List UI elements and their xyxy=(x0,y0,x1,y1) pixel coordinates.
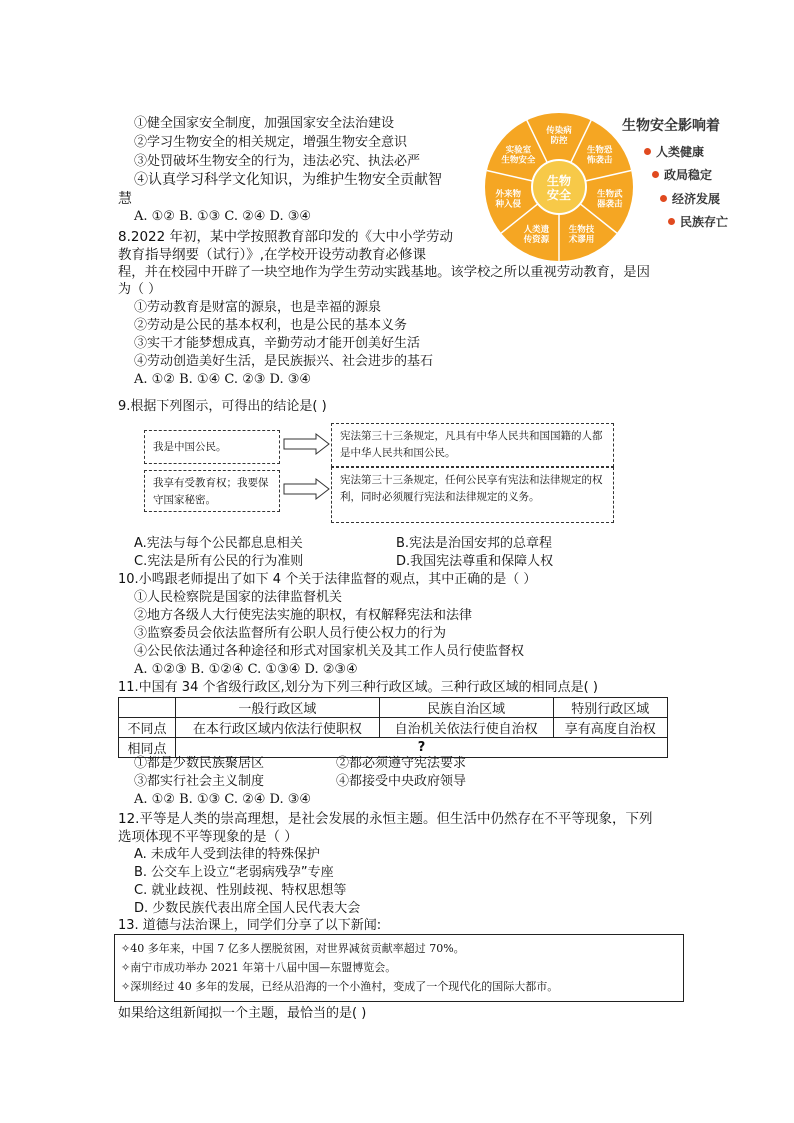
arrow-right-icon xyxy=(282,477,332,501)
q7-answers: A. ①② B. ①③ C. ②④ D. ③④ xyxy=(134,209,312,224)
q8-answers: A. ①② B. ①④ C. ②③ D. ③④ xyxy=(134,372,312,387)
q11-answers: A. ①② B. ①③ C. ②④ D. ③④ xyxy=(134,792,312,807)
q11-option-1: ①都是少数民族聚居区 xyxy=(134,756,265,771)
legend-item-2: 政局稳定 xyxy=(652,166,712,183)
wheel-segment-label: 生物技术谬用 xyxy=(568,224,595,245)
q10-option-3: ③监察委员会依法监督所有公职人员行使公权力的行为 xyxy=(134,626,447,641)
q7-option-2: ②学习生物安全的相关规定，增强生物安全意识 xyxy=(134,135,408,150)
q10-stem: 10.小鸣跟老师提出了如下 4 个关于法律监督的观点，其中正确的是（ ） xyxy=(118,572,537,587)
wheel-segment-label: 传染病防控 xyxy=(546,126,572,146)
q12-option-a: A. 未成年人受到法律的特殊保护 xyxy=(134,847,320,862)
table-cell: 享有高度自治权 xyxy=(553,718,667,738)
q10-answers: A. ①②③ B. ①②④ C. ①③④ D. ②③④ xyxy=(134,662,358,677)
legend-item-1: 人类健康 xyxy=(644,143,704,160)
q11-option-2: ②都必须遵守宪法要求 xyxy=(336,756,467,771)
news-item: ✧南宁市成功举办 2021 年第十八届中国—东盟博览会。 xyxy=(121,961,397,974)
q8-stem-1: 8.2022 年初，某中学按照教育部印发的《大中小学劳动 xyxy=(118,229,454,245)
news-item: ✧40 多年来，中国 7 亿多人摆脱贫困，对世界减贫贡献率超过 70%。 xyxy=(121,942,465,955)
q11-option-4: ④都接受中央政府领导 xyxy=(336,774,467,789)
q9-right-box-2: 宪法第三十三条规定，任何公民享有宪法和法律规定的权利，同时必须履行宪法和法律规定的义务。 xyxy=(331,467,614,523)
q9-option-b: B.宪法是治国安邦的总章程 xyxy=(396,536,553,551)
table-header-cell: 特别行政区域 xyxy=(553,698,667,718)
wheel-segment-label: 外来物种入侵 xyxy=(495,189,522,210)
table-header-cell: 一般行政区域 xyxy=(176,698,380,718)
q13-stem: 13. 道德与法治课上，同学们分享了以下新闻: xyxy=(118,918,382,933)
q13-tail: 如果给这组新闻拟一个主题，最恰当的是( ) xyxy=(118,1006,367,1021)
q11-option-3: ③都实行社会主义制度 xyxy=(134,774,265,789)
q12-stem-2: 选项体现不平等现象的是（ ） xyxy=(118,829,298,845)
news-box xyxy=(114,934,684,1002)
q9-right-box-1: 宪法第三十三条规定，凡具有中华人民共和国国籍的人都是中华人民共和国公民。 xyxy=(331,423,614,467)
figure-title: 生物安全影响着 xyxy=(622,118,720,134)
table-header-cell xyxy=(119,698,176,718)
q12-option-b: B. 公交车上设立“老弱病残孕”专座 xyxy=(134,865,334,880)
table-cell: 不同点 xyxy=(119,718,176,738)
q9-option-d: D.我国宪法尊重和保障人权 xyxy=(396,554,554,569)
news-item: ✧深圳经过 40 多年的发展，已经从沿海的一个小渔村，变成了一个现代化的国际大都市。 xyxy=(121,980,559,993)
wheel-segment-label: 生物武器袭击 xyxy=(596,189,623,210)
arrow-right-icon xyxy=(282,432,332,456)
q8-stem-4: 为（ ） xyxy=(118,282,162,297)
table-cell: 自治机关依法行使自治权 xyxy=(379,718,553,738)
wheel-segment-label: 生物恐怖袭击 xyxy=(586,145,613,166)
q8-option-2: ②劳动是公民的基本权利，也是公民的基本义务 xyxy=(134,318,408,333)
wheel-segment-label: 人类遗传资源 xyxy=(523,224,550,245)
table-cell: 相同点 xyxy=(119,738,176,758)
q7-option-3: ③处罚破坏生物安全的行为，违法必究、执法必严 xyxy=(134,154,421,169)
dot-icon xyxy=(652,171,659,178)
q7-option-1: ①健全国家安全制度，加强国家安全法治建设 xyxy=(134,116,395,131)
table-cell: 在本行政区域内依法行使职权 xyxy=(176,718,380,738)
q9-option-a: A.宪法与每个公民都息息相关 xyxy=(134,536,303,551)
dot-icon xyxy=(668,218,675,225)
q9-left-box-2: 我享有受教育权；我要保守国家秘密。 xyxy=(144,470,280,512)
legend-item-4: 民族存亡 xyxy=(668,213,728,230)
q12-option-d: D. 少数民族代表出席全国人民代表大会 xyxy=(134,901,361,916)
table-row xyxy=(119,718,668,738)
wheel-segment-label: 实验室生物安全 xyxy=(501,145,536,166)
q9-left-box-1: 我是中国公民。 xyxy=(144,430,280,464)
q10-option-4: ④公民依法通过各种途径和形式对国家机关及其工作人员行使监督权 xyxy=(134,644,525,659)
dot-icon xyxy=(660,195,667,202)
table-header-row xyxy=(119,698,668,718)
q10-option-1: ①人民检察院是国家的法律监督机关 xyxy=(134,590,343,605)
table-cell: ? xyxy=(176,738,668,758)
legend-item-3: 经济发展 xyxy=(660,190,720,207)
q7-option-4-cont: 慧 xyxy=(118,191,132,207)
q9-option-c: C.宪法是所有公民的行为准则 xyxy=(134,554,304,569)
table-header-cell: 民族自治区域 xyxy=(379,698,553,718)
q8-option-3: ③实干才能梦想成真，辛勤劳动才能开创美好生活 xyxy=(134,336,421,351)
q8-option-1: ①劳动教育是财富的源泉，也是幸福的源泉 xyxy=(134,300,382,315)
biosafety-wheel xyxy=(484,112,634,262)
wheel-center-label: 生物安全 xyxy=(546,174,572,202)
q12-option-c: C. 就业歧视、性别歧视、特权思想等 xyxy=(134,883,347,898)
q12-stem-1: 12.平等是人类的崇高理想，是社会发展的永恒主题。但生活中仍然存在不平等现象，下列 xyxy=(118,811,653,827)
q8-stem-3: 程，并在校园中开辟了一块空地作为学生劳动实践基地。该学校之所以重视劳动教育，是因 xyxy=(118,265,650,280)
q8-stem-2: 教育指导纲要（试行）》,在学校开设劳动教育必修课 xyxy=(118,247,427,263)
q9-stem: 9.根据下列图示，可得出的结论是( ) xyxy=(118,399,327,414)
q10-option-2: ②地方各级人大行使宪法实施的职权，有权解释宪法和法律 xyxy=(134,608,473,623)
dot-icon xyxy=(644,148,651,155)
q11-stem: 11.中国有 34 个省级行政区,划分为下列三种行政区域。三种行政区域的相同点是( ) xyxy=(118,680,598,695)
q7-option-4: ④认真学习科学文化知识，为维护生物安全贡献智 xyxy=(134,172,442,188)
regions-table xyxy=(118,697,668,758)
q8-option-4: ④劳动创造美好生活，是民族振兴、社会进步的基石 xyxy=(134,354,434,369)
